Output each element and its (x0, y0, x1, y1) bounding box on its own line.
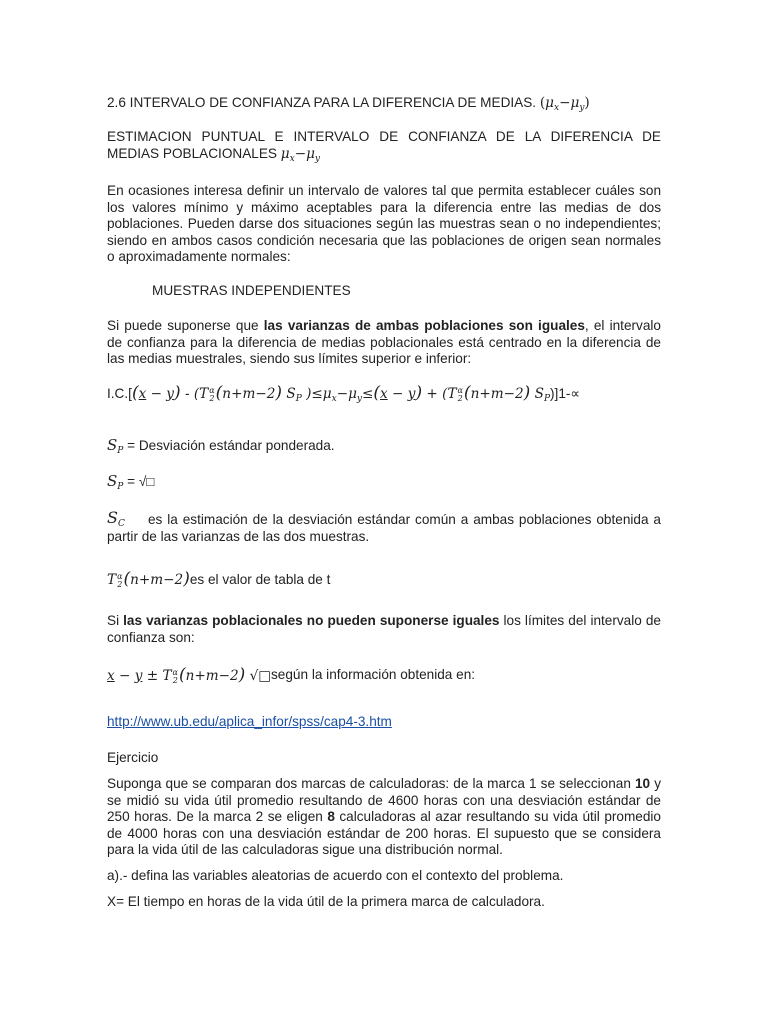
t-symbol: T α 2 (n+m−2) (107, 569, 190, 589)
section-title (107, 95, 661, 117)
unequal-variances-paragraph (107, 613, 661, 646)
sp-formula-symbol: $S_P$ (107, 472, 124, 492)
equal-variances-before: Si puede suponerse que (107, 318, 264, 333)
unequal-placeholder-box: □ (258, 668, 272, 684)
equal-variances-after: , el intervalo de confianza para la diferencia de medias poblacionales está centrado en la diferencia de las medias muestrales, siendo sus límites superior e inferior: (107, 318, 661, 367)
exercise-bold-2: 8 (327, 809, 335, 825)
sp-definition (107, 437, 661, 460)
t-definition-text: es el valor de tabla de t (189, 572, 331, 587)
equal-variances-paragraph (107, 318, 661, 368)
heading-line-2-text: MEDIAS POBLACIONALES (107, 145, 281, 161)
sp-symbol: $S_P$ (107, 436, 124, 456)
exercise-bold-1: 10 (634, 776, 651, 791)
exercise-text-3: calculadoras al azar resultando su vida útil promedio de 4000 horas con una desviación estándar de 200 horas. El supuesto que se considera para la vida útil de las calculadoras sigue una distribución normal. (107, 809, 661, 858)
unequal-variances-before: Si (107, 613, 124, 628)
unequal-formula-body: x − y ± T α 2 (n+m−2) √□ (107, 665, 272, 685)
sc-definition-text: es la estimación de la desviación estándar común a ambas poblaciones obtenida a partir de las varianzas de las dos muestras. (107, 512, 661, 544)
exercise-paragraph (107, 776, 661, 859)
section-title-formula: $(\mu_x-\mu_y)$ (539, 95, 590, 113)
sc-symbol: $S_C$ (107, 508, 125, 529)
unequal-formula (107, 662, 661, 696)
reference-link[interactable]: http://www.ub.edu/aplica_infor/spss/cap4-3.htm (107, 714, 392, 729)
reference-link-row (107, 714, 661, 731)
heading-formula: $\mu_x-\mu_y$ (280, 145, 321, 164)
part-a: a).- defina las variables aleatorias de acuerdo con el contexto del problema. (107, 868, 564, 883)
ic-formula (107, 383, 661, 419)
subheading: MUESTRAS INDEPENDIENTES (152, 283, 351, 298)
equal-variances-bold: las varianzas de ambas poblaciones son iguales (263, 318, 585, 333)
sc-definition (107, 508, 661, 545)
exercise-label: Ejercicio (107, 750, 159, 765)
x-definition: X= El tiempo en horas de la vida útil de la primera marca de calculadora. (107, 894, 545, 909)
info-text: según la información obtenida en: (271, 667, 476, 682)
t-definition (107, 566, 661, 596)
heading-line-2 (107, 146, 661, 168)
ic-formula-body: (x − y) - (T α 2 (n+m−2) $S_P$ )$\le\mu_x-\mu_y\le(x - y) + (T$ α 2 (n+m−2) $S_P$ (131, 383, 551, 404)
heading (107, 129, 661, 167)
ic-prefix: I.C.[ (107, 386, 132, 401)
unequal-variances-bold: las varianzas poblacionales no pueden suponerse iguales (123, 613, 500, 628)
section-title-text: 2.6 INTERVALO DE CONFIANZA PARA LA DIFERENCIA DE MEDIAS. (107, 95, 540, 110)
sp-formula (107, 473, 661, 496)
intro-paragraph: En ocasiones interesa definir un intervalo de valores tal que permita establecer cuáles son los valores mínimo y máximo aceptables para la diferencia entre las medias de dos poblaciones. Pueden darse dos situaciones según las muestras sean o no independientes; siendo en ambos casos condición necesaria que las poblaciones de origen sean normales o aproximadamente normales: (107, 183, 661, 265)
sp-definition-text: = Desviación estándar ponderada. (123, 438, 335, 453)
exercise-text-2: y se midió su vida útil promedio resultando de 4600 horas con una desviación estándar de 250 horas. De la marca 2 se eligen (107, 776, 661, 825)
sp-equals: = √ (123, 474, 147, 489)
exercise-text-1: Suponga que se comparan dos marcas de calculadoras: de la marca 1 se seleccionan (107, 776, 635, 791)
placeholder-box: □ (146, 474, 155, 489)
unequal-variances-after: los límites del intervalo de confianza son: (107, 613, 661, 645)
ic-suffix: )]1-∝ (550, 386, 581, 401)
heading-line-1: ESTIMACION PUNTUAL E INTERVALO DE CONFIANZA DE LA DIFERENCIA DE (107, 129, 661, 144)
